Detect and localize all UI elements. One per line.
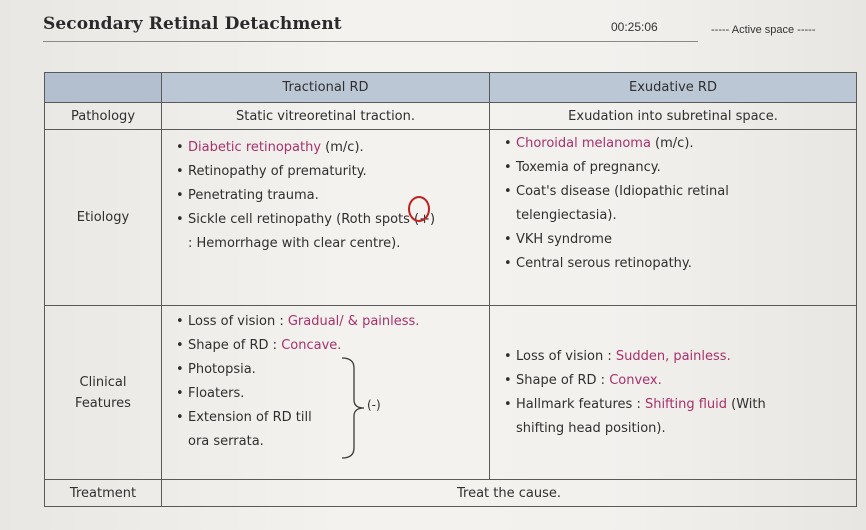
- item-label: ora serrata.: [188, 434, 264, 449]
- list-item: [504, 132, 856, 156]
- list-item: [504, 228, 856, 252]
- item-value: Shifting fluid: [644, 396, 728, 412]
- list-item: [176, 160, 489, 184]
- column-header-tractional: Tractional RD: [162, 73, 490, 103]
- item-value: Gradual/ & painless.: [287, 314, 420, 329]
- list-item: [504, 369, 856, 393]
- item-value: Sudden, painless.: [615, 348, 731, 364]
- item-text: Retinopathy of prematurity.: [188, 164, 367, 179]
- clinical-label-line1: Clinical: [79, 374, 127, 390]
- list-item: [176, 208, 489, 232]
- item-suffix: (m/c).: [321, 140, 364, 155]
- brace-label: (-): [367, 398, 381, 412]
- title-underline: [43, 41, 698, 42]
- etiology-row: [45, 130, 857, 306]
- item-label: Shape of RD :: [188, 338, 282, 353]
- item-text: Diabetic retinopathy: [188, 140, 322, 155]
- clinical-tractional-list: [162, 306, 489, 460]
- list-item: [176, 334, 489, 358]
- timer-readout: 00:25:06: [611, 20, 658, 34]
- clinical-tractional-cell: [162, 306, 490, 480]
- etiology-tractional-list: [162, 130, 489, 262]
- treatment-row: [45, 480, 857, 507]
- item-text: Coat's disease (Idiopathic retinal: [516, 184, 729, 199]
- list-item: [504, 417, 856, 441]
- item-text: Central serous retinopathy.: [516, 256, 692, 271]
- header-corner-cell: [45, 73, 162, 103]
- item-text: VKH syndrome: [516, 232, 612, 247]
- row-label-etiology: Etiology: [45, 130, 162, 306]
- treatment-value: Treat the cause.: [162, 480, 857, 507]
- item-text: Penetrating trauma.: [188, 188, 319, 203]
- etiology-exudative-cell: [490, 130, 857, 306]
- item-label: Floaters.: [188, 386, 245, 401]
- list-item: [504, 252, 856, 276]
- etiology-tractional-cell: [162, 130, 490, 306]
- list-item: [176, 382, 489, 406]
- item-label: Shape of RD :: [516, 372, 610, 388]
- item-value: Concave.: [281, 338, 342, 353]
- list-item: [504, 180, 856, 204]
- list-item: [504, 393, 856, 417]
- item-label: Extension of RD till: [188, 410, 312, 425]
- item-label: Photopsia.: [188, 362, 256, 377]
- item-tail: (With: [727, 396, 766, 412]
- red-circle-annotation-icon: [408, 196, 430, 222]
- item-label: shifting head position).: [516, 420, 666, 436]
- row-label-clinical: [45, 306, 162, 480]
- list-item: [504, 156, 856, 180]
- list-item: [504, 204, 856, 228]
- item-text: Sickle cell retinopathy (Roth spots (+): [188, 212, 436, 227]
- clinical-exudative-cell: [490, 306, 857, 480]
- item-suffix: (m/c).: [650, 136, 694, 151]
- list-item: [176, 406, 489, 430]
- column-header-exudative: Exudative RD: [490, 73, 857, 103]
- pathology-tractional: Static vitreoretinal traction.: [162, 103, 490, 130]
- row-label-treatment: Treatment: [45, 480, 162, 507]
- item-value: Convex.: [609, 372, 662, 388]
- clinical-row: [45, 306, 857, 480]
- list-item: [504, 345, 856, 369]
- clinical-exudative-list: [490, 339, 856, 447]
- list-item: [176, 184, 489, 208]
- list-item: [176, 358, 489, 382]
- etiology-exudative-list: [490, 130, 856, 282]
- item-text: : Hemorrhage with clear centre).: [188, 236, 401, 251]
- item-label: Loss of vision :: [188, 314, 288, 329]
- comparison-table: [44, 72, 857, 507]
- item-label: Loss of vision :: [516, 348, 616, 364]
- list-item: [176, 310, 489, 334]
- item-text: telengiectasia).: [516, 208, 617, 223]
- pathology-row: [45, 103, 857, 130]
- active-space-label: ----- Active space -----: [711, 24, 816, 36]
- header-row: [45, 73, 857, 103]
- page-title: Secondary Retinal Detachment: [43, 14, 342, 34]
- item-text: Choroidal melanoma: [516, 136, 651, 151]
- row-label-pathology: Pathology: [45, 103, 162, 130]
- list-item: [176, 430, 489, 454]
- item-label: Hallmark features :: [516, 396, 645, 412]
- list-item: [176, 136, 489, 160]
- list-item: [176, 232, 489, 256]
- item-text: Toxemia of pregnancy.: [516, 160, 661, 175]
- clinical-label-line2: Features: [75, 395, 131, 411]
- pathology-exudative: Exudation into subretinal space.: [490, 103, 857, 130]
